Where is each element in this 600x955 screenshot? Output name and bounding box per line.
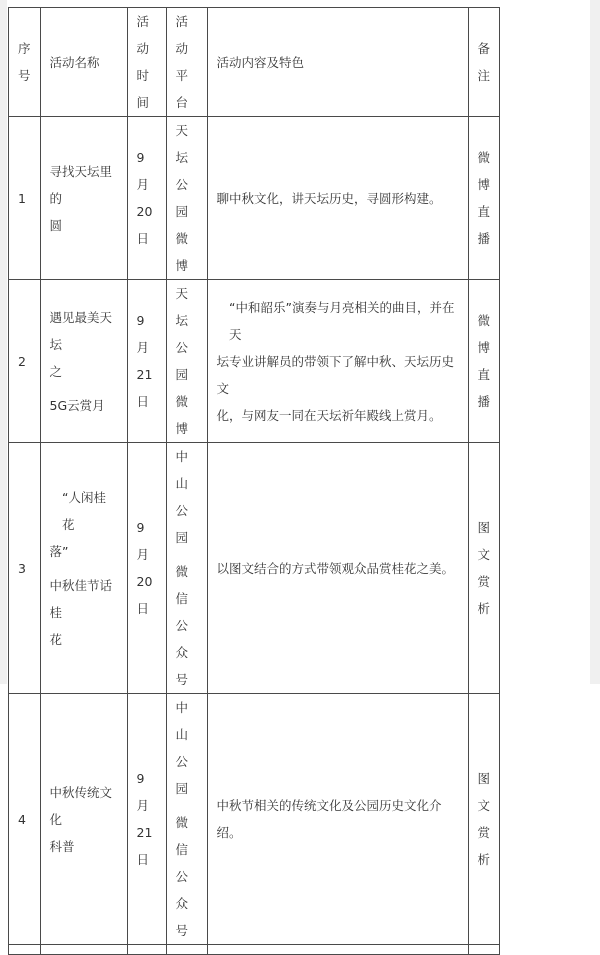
cell-no: 2 — [9, 280, 41, 443]
cell-note: 图 文 赏 析 — [468, 443, 500, 694]
cell-activity-time: 9月21 日 — [127, 694, 166, 945]
table-row-partial — [9, 945, 500, 955]
cell-activity-content: “中和韶乐”演奏与月亮相关的曲目，并在天 坛专业讲解员的带领下了解中秋、天坛历史文 化，与网友一同在天坛祈年殿线上赏月。 — [207, 280, 468, 443]
header-note: 备 注 — [468, 8, 500, 117]
header-activity-content: 活动内容及特色 — [207, 8, 468, 117]
cell-activity-name: 遇见最美天坛 之 5G云赏月 — [40, 280, 127, 443]
table-header-row — [9, 8, 500, 117]
cell-activity-platform: 中山公 园 微信公 众号 — [166, 694, 207, 945]
cell-activity-name: 中秋传统文化 科普 — [40, 694, 127, 945]
cell-activity-time: 9月21 日 — [127, 280, 166, 443]
cell-activity-platform: 天坛公 园微博 — [166, 280, 207, 443]
cell-activity-name: 寻找天坛里的 圆 — [40, 117, 127, 280]
cell-activity-content: 以图文结合的方式带领观众品赏桂花之美。 — [207, 443, 468, 694]
page-left-gutter — [0, 0, 7, 684]
cell-note: 微 博 直 播 — [468, 117, 500, 280]
cell-activity-time: 9月20 日 — [127, 443, 166, 694]
cell-no: 1 — [9, 117, 41, 280]
cell-activity-platform: 天坛公 园微博 — [166, 117, 207, 280]
table-row — [9, 280, 500, 443]
cell-no: 3 — [9, 443, 41, 694]
cell-note: 微 博 直 播 — [468, 280, 500, 443]
cell-activity-content: 中秋节相关的传统文化及公园历史文化介绍。 — [207, 694, 468, 945]
cell-activity-time: 9月20 日 — [127, 117, 166, 280]
header-activity-name: 活动名称 — [40, 8, 127, 117]
table-row — [9, 694, 500, 945]
table-row — [9, 117, 500, 280]
activity-schedule-table — [8, 7, 500, 955]
cell-activity-platform: 中山公 园 微信公 众号 — [166, 443, 207, 694]
cell-activity-content: 聊中秋文化，讲天坛历史，寻圆形构建。 — [207, 117, 468, 280]
header-activity-platform: 活动平 台 — [166, 8, 207, 117]
page-right-gutter — [590, 0, 600, 684]
header-activity-time: 活动 时间 — [127, 8, 166, 117]
table-row — [9, 443, 500, 694]
cell-activity-name: “人闲桂花 落” 中秋佳节话桂 花 — [40, 443, 127, 694]
cell-no: 4 — [9, 694, 41, 945]
header-no: 序 号 — [9, 8, 41, 117]
cell-note: 图 文 赏 析 — [468, 694, 500, 945]
